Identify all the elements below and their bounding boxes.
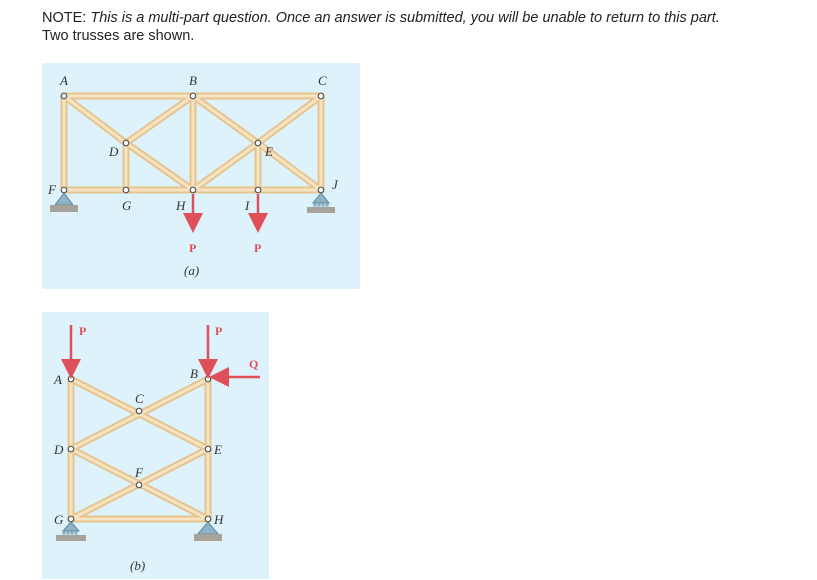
joint-label-A: A [54, 372, 62, 387]
joint-label-C: C [135, 391, 144, 406]
joint-label-J: J [332, 177, 338, 192]
problem-note [42, 9, 720, 45]
joint-label-A: A [60, 73, 68, 88]
truss-figure-a [42, 63, 360, 289]
load-label-B: P [215, 324, 223, 338]
load-label-I: P [254, 241, 262, 255]
joint-label-G: G [54, 512, 64, 527]
figure-b-caption: (b) [130, 558, 146, 573]
joint-label-B: B [190, 366, 198, 381]
load-label-A: P [79, 324, 87, 338]
joint-label-D: D [109, 144, 119, 159]
note-line2: Two trusses are shown. [42, 28, 195, 44]
note-italic: This is a multi-part question. Once an answer is submitted, you will be unable to return to this part. [90, 10, 720, 26]
note-lead: NOTE: [42, 10, 91, 26]
joint-label-F: F [48, 182, 56, 197]
joint-label-G: G [122, 198, 132, 213]
load-label-Q: Q [249, 357, 259, 371]
truss-a-members-highlight [64, 96, 321, 190]
joint-label-C: C [318, 73, 327, 88]
truss-b-drawing [42, 312, 269, 579]
joint-label-D: D [54, 442, 64, 457]
joint-label-F: F [135, 465, 143, 480]
joint-label-E: E [214, 442, 222, 457]
truss-a-drawing [42, 63, 360, 289]
truss-figure-b [42, 312, 269, 579]
joint-label-I: I [245, 198, 250, 213]
joint-label-E: E [265, 144, 273, 159]
support-roller-J [307, 193, 335, 213]
joint-label-H: H [214, 512, 224, 527]
load-label-H: P [189, 241, 197, 255]
joint-label-H: H [176, 198, 186, 213]
joint-label-B: B [189, 73, 197, 88]
figure-a-caption: (a) [184, 263, 200, 278]
